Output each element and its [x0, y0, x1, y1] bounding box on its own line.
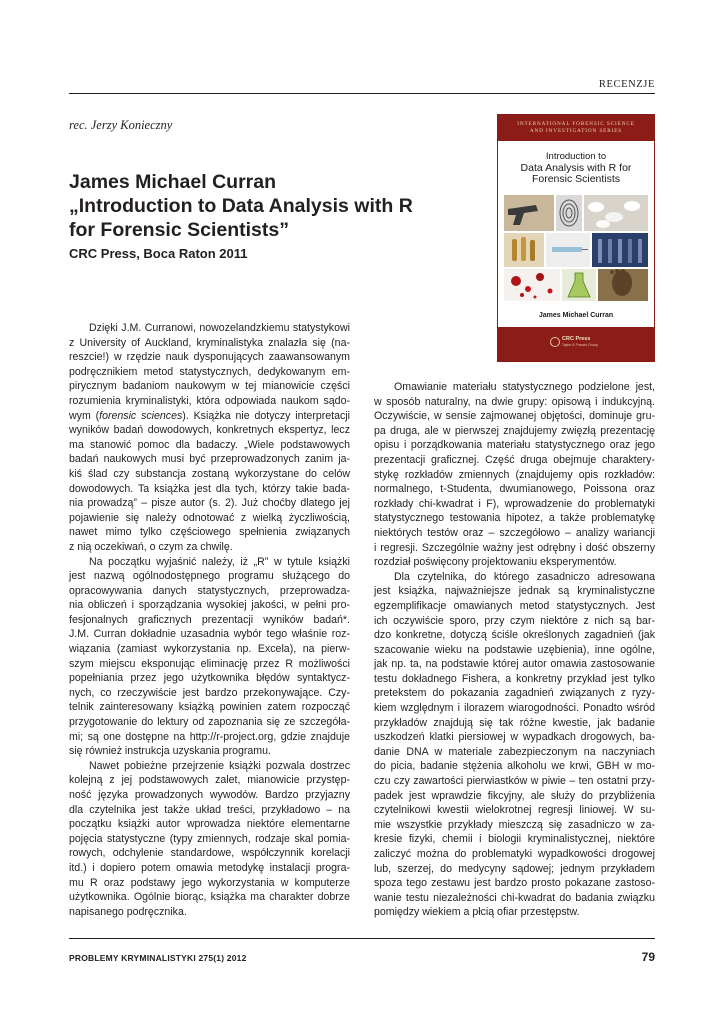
- text-line: przykładów znajdują się tak różne kwestie, jak badanie: [374, 716, 655, 729]
- text-line: rozkłady chi-kwadrat i F), wprowadzenie do problematyki: [374, 497, 655, 510]
- text-line: czytelnikowi kwestii wielokrotnej regresji liniowej. W su-: [374, 804, 655, 817]
- article-title: [69, 170, 459, 242]
- text-line: niektórych testów oraz – szczegółowo – analizy wariancji: [374, 526, 655, 539]
- text-line: wyników badań dowodowych, konkretnych ekspertyz, lecz: [69, 424, 350, 437]
- text-line: kiem względnym i ilorazem wiarogodności. Ponadto wśród: [374, 702, 655, 715]
- text-line: nawet mimo tylko częściowego spełnienia związanych: [69, 526, 350, 539]
- text-line: pretekstem do pokazania zagadnień związanych z ryzy-: [374, 687, 655, 700]
- publisher-info: CRC Press, Boca Raton 2011: [69, 246, 248, 261]
- cover-author: James Michael Curran: [538, 312, 614, 319]
- text-line: rozumienia kryminalistyki, która odpowiada naukom sądo-: [69, 394, 350, 407]
- text-line: rowych, odchylenie standardowe, współczynnik korelacji: [69, 847, 350, 860]
- text-line: pojawienie się należy odnotować z wielką życzliwością,: [69, 511, 350, 524]
- text-line: pirycznym badaniom naukowym w tej mianowicie części: [69, 380, 350, 393]
- text-line: z University of Auckland, kryminalistyka znalazła się (na-: [69, 336, 350, 349]
- text-line: popełniania przez jego użytkownika błędów syntaktycz-: [69, 672, 350, 685]
- text-line: ność języka prowadzonych wywodów. Bardzo przyjazny: [69, 789, 350, 801]
- text-line: kiś ślad czy substancja zostaną wykorzystane do celów: [69, 467, 350, 480]
- text-line: dowodowych. Ta książka jest dla tych, którzy takie bada-: [69, 482, 350, 495]
- text-line: Na początku wyjaśnić należy, iż „R” w tytule książki: [89, 555, 350, 568]
- text-line: egzemplifikacje omawianych metod statystycznych. Jest: [374, 599, 655, 612]
- text-line: telnik zainteresowany książką powinien zatem rozpocząć: [69, 701, 350, 714]
- text-line: mi; są one dostępne na http://r-project.org, gdzie znajduje: [69, 730, 350, 743]
- text-line: czu czy zawartości pierwiastków w piwie – ten ostatni przy-: [374, 775, 655, 788]
- text-line: fesjonalnych graficznych prezentacji wyników badań*.: [69, 613, 350, 626]
- text-line: pomiędzy wiekiem a płcią ofiar przestępstw.: [374, 906, 580, 919]
- text-line: kresie fizyki, chemii i biologii kryminalistycznej, niektóre: [374, 833, 655, 846]
- text-line: Dla czytelnika, do którego zasadniczo adresowana: [394, 570, 655, 583]
- text-line: szacowanie wieku na podstawie uzębienia), inne ogólne,: [374, 643, 655, 656]
- text-line: szym miejscu eksponując eliminację przez R możliwości: [69, 657, 350, 670]
- text-line: rozdział poświęcony projektowaniu eksperymentów.: [374, 556, 617, 569]
- title-line: James Michael Curran: [69, 171, 277, 193]
- text-line: opracowywania danych statystycznych, przeprowadza-: [69, 584, 350, 597]
- text-line: spoza tego zestawu jest bardzo prosto pokazane zastoso-: [374, 877, 655, 890]
- text-line: wym (forensic sciences). Książka nie dotyczy interpretacji: [69, 409, 350, 422]
- cover-publisher-subtext: Taylor & Francis Group: [562, 343, 598, 347]
- text-line: do picia, badanie stężenia alkoholu we krwi, GBH w mo-: [374, 760, 655, 773]
- left-text-column: [69, 321, 350, 919]
- page-number: 79: [641, 950, 655, 964]
- text-line: badań naukowych musi być przeprowadzonych zanim ja-: [69, 453, 350, 466]
- text-line: prezentacji graficznej. Część druga obejmuje charaktery-: [374, 453, 655, 466]
- text-line: ma stanowić pomoc dla badaczy. „Wiele podstawowych: [69, 438, 350, 451]
- text-line: jest nazwą ogólnodostępnego programu służącego do: [69, 570, 350, 583]
- text-line: dla czytelnika jest także układ treści, przykładowo – na: [69, 803, 350, 816]
- cover-series-line: INTERNATIONAL FORENSIC SCIENCE: [517, 121, 635, 127]
- cover-title-line: Data Analysis with R for: [520, 161, 632, 174]
- text-line: J.M. Curran dokładnie uzasadnia wybór tego właśnie roz-: [69, 628, 350, 641]
- crc-press-logo-icon: [550, 337, 560, 347]
- text-line: jest książka, najważniejsze jednak są kryminalistyczne: [374, 585, 655, 598]
- cover-title-line: Forensic Scientists: [531, 173, 621, 185]
- text-line: zaliczyć można do problematyki wypadkowości drogowej: [374, 848, 655, 860]
- cover-title-line: Introduction to: [545, 151, 607, 162]
- journal-citation: PROBLEMY KRYMINALISTYKI 275(1) 2012: [69, 953, 247, 963]
- text-line: normalnego, t-Studenta, dwumianowego, Poissona oraz: [374, 483, 655, 496]
- title-line: for Forensic Scientists”: [69, 219, 289, 241]
- text-line: nia obliczeń i sporządzania wysokiej jakości, w pełni pro-: [69, 599, 350, 612]
- text-line: statystycznego testowania hipotez, a także problematykę: [374, 512, 655, 525]
- text-line: wanie testu niezależności chi-kwadrat do badania związku: [374, 891, 655, 904]
- text-line: Oczywiście, w sensie zajmowanej objętości, dominuje gru-: [374, 410, 655, 423]
- text-line: mie wszystkie przykłady mieszczą się zasadniczo w za-: [374, 818, 655, 831]
- text-line: Omawianie materiału statystycznego podzielone jest,: [394, 381, 655, 393]
- footer-divider: [69, 938, 655, 939]
- text-line: stykę rozkładów zmiennych (znajdujemy opis rozkładów:: [374, 468, 655, 481]
- text-line: z nią oczekiwań, o czym za chwilę.: [69, 540, 233, 553]
- text-line: wiązania (zamiast wykorzystania np. Excela), na pierw-: [69, 643, 350, 656]
- text-line: w sposób naturalny, na dwie grupy: opisową i indukcyjną.: [374, 395, 655, 408]
- text-line: pojęcia statystyczne (typy zmiennych, rodzaje skal pomia-: [69, 832, 350, 845]
- cover-photo-collage: [502, 193, 650, 303]
- text-line: i regresji. Szczególnie ważny jest odrębny i dość obszerny: [374, 541, 655, 554]
- text-line: się również instrukcja uzyskania programu.: [69, 745, 271, 758]
- text-line: napisanego podręcznika.: [69, 905, 187, 918]
- text-line: lub, szerzej, do medycyny sądowej; jednym przykładem: [374, 862, 655, 875]
- text-line: reszcie!) w rzędzie nauk dysponujących zaawansowanym: [69, 351, 350, 364]
- text-line: uszkodzeń klatki piersiowej w wypadkach drogowych, ba-: [374, 731, 655, 744]
- text-line: użytkownika. Ogólnie biorąc, książka ma charakter dobrze: [69, 891, 350, 904]
- text-line: nia prowadzą” – pisze autor (s. 2). Już choćby dlatego jej: [69, 497, 350, 510]
- text-line: itd.) i dopiero potem omawia metodykę instalacji progra-: [69, 861, 350, 874]
- book-cover: [497, 114, 655, 362]
- reviewer-name: rec. Jerzy Konieczny: [69, 118, 173, 132]
- cover-title: [498, 151, 654, 186]
- section-label: RECENZJE: [598, 79, 655, 90]
- text-line: nych, co rzeczywiście jest bardzo przekonywające. Czy-: [69, 686, 350, 699]
- text-line: padek jest wprawdzie fikcyjny, ale służy do przybliżenia: [374, 789, 655, 802]
- text-line: testu dokładnego Fishera, a konkretny przykład jest tylko: [374, 672, 655, 685]
- title-line: „Introduction to Data Analysis with R: [69, 195, 413, 217]
- text-line: Nawet pobieżne przejrzenie książki pozwala dostrzec: [89, 759, 350, 772]
- right-text-column: [374, 380, 655, 920]
- text-line: przygotowanie do lektury od zapoznania się ze szczegóła-: [69, 716, 350, 729]
- cover-publisher-logo-text: CRC Press: [562, 336, 591, 342]
- text-line: ich oczywiście sporo, przy czym niektóre z nich są bar-: [374, 614, 655, 627]
- text-line: dzo konkretne, dotyczą ściśle określonych zagadnień (jak: [374, 629, 655, 642]
- text-line: kolejną z jej podstawowych zalet, mianowicie przystęp-: [69, 774, 350, 787]
- text-line: opisu i porządkowania materiału statystycznego oraz jego: [374, 439, 655, 452]
- text-line: początku książki autor wprowadza niektóre elementarne: [69, 818, 350, 831]
- text-line: mu R oraz podstawy jego wykorzystania w komputerze: [69, 876, 350, 889]
- text-line: podręcznikiem metod statystycznych, dedykowanym em-: [69, 365, 350, 378]
- header-divider: [69, 93, 655, 94]
- cover-series-line: AND INVESTIGATION SERIES: [529, 128, 623, 134]
- cover-series-text: [498, 121, 654, 135]
- text-line: pa druga, ale w pierwszej znajdujemy zwięzłą prezentację: [374, 424, 655, 437]
- text-line: Dzięki J.M. Curranowi, nowozelandzkiemu statystykowi: [89, 322, 350, 334]
- italic-term: forensic sciences: [99, 409, 183, 422]
- text-line: jak np. ta, na podstawie której autor omawia zastosowanie: [374, 658, 655, 671]
- text-line: danie DNA w materiale zabezpieczonym na naczyniach: [374, 745, 655, 758]
